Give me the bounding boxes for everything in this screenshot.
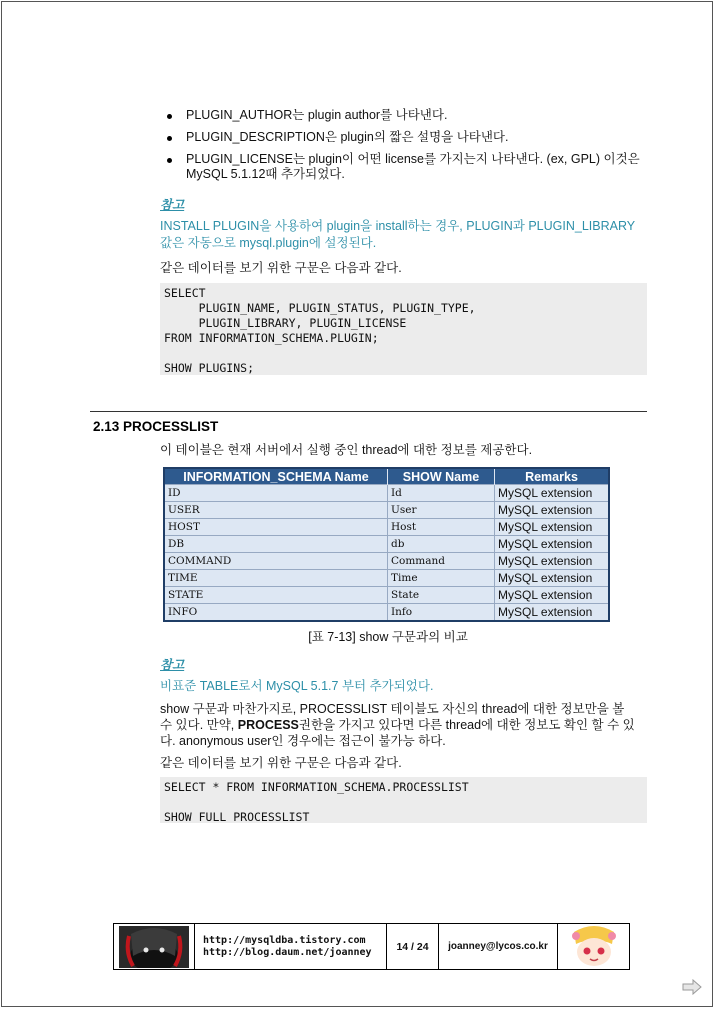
table-cell: Host — [388, 519, 495, 536]
comparison-table — [163, 467, 610, 622]
section-heading: 2.13 PROCESSLIST — [93, 419, 219, 434]
table-row — [164, 536, 609, 553]
page-number: 14 / 24 — [387, 924, 439, 969]
table-cell: db — [388, 536, 495, 553]
list-item: PLUGIN_LICENSE는 plugin이 어떤 license를 가지는지 나타낸다. (ex, GPL) 이것은 MySQL 5.1.12때 추가되었다. — [186, 152, 656, 182]
table-cell: Time — [388, 570, 495, 587]
table-cell: INFO — [164, 604, 388, 622]
bullet-icon — [167, 136, 172, 141]
page-footer — [113, 923, 630, 970]
blog-link[interactable]: http://mysqldba.tistory.com — [203, 934, 366, 946]
table-row — [164, 519, 609, 536]
note-text: 비표준 TABLE로서 MySQL 5.1.7 부터 추가되었다. — [160, 679, 434, 693]
note-title: 참고 — [160, 198, 185, 212]
table-row — [164, 604, 609, 622]
table-row — [164, 587, 609, 604]
table-cell: TIME — [164, 570, 388, 587]
table-cell: MySQL extension — [495, 587, 610, 604]
bullet-icon — [167, 114, 172, 119]
table-cell: MySQL extension — [495, 519, 610, 536]
section-divider — [90, 411, 647, 412]
author-avatar-right — [558, 924, 629, 969]
table-cell: MySQL extension — [495, 604, 610, 622]
table-cell: DB — [164, 536, 388, 553]
bullet-icon — [167, 158, 172, 163]
column-header: INFORMATION_SCHEMA Name — [164, 468, 388, 485]
table-cell: STATE — [164, 587, 388, 604]
table-cell: State — [388, 587, 495, 604]
note-text: INSTALL PLUGIN을 사용하여 plugin을 install하는 경우, PLUGIN과 PLUGIN_LIBRARY 값은 자동으로 mysql.plugin에 설정된다. — [160, 219, 635, 250]
contact-email[interactable]: joanney@lycos.co.kr — [439, 924, 558, 969]
code-block: SELECT * FROM INFORMATION_SCHEMA.PROCESSLIST SHOW FULL PROCESSLIST — [160, 777, 647, 823]
table-cell: MySQL extension — [495, 570, 610, 587]
table-row — [164, 553, 609, 570]
table-cell: MySQL extension — [495, 502, 610, 519]
table-cell: Info — [388, 604, 495, 622]
processlist-description: show 구문과 마찬가지로, PROCESSLIST 테이블도 자신의 thread에 대한 정보만을 볼 수 있다. 만약, PROCESS권한을 가지고 있다면 다른 thread에 대한 정보도 확인 할 수 있다. anonymous user인 경우에는 접근이 불가능 하다. — [160, 702, 635, 748]
blog-link[interactable]: http://blog.daum.net/joanney — [203, 946, 372, 958]
list-item: PLUGIN_DESCRIPTION은 plugin의 짧은 설명을 나타낸다. — [186, 130, 656, 145]
table-header-row — [164, 468, 609, 485]
table-cell: MySQL extension — [495, 536, 610, 553]
author-avatar-left — [114, 924, 195, 969]
table-cell: Id — [388, 485, 495, 502]
table-cell: USER — [164, 502, 388, 519]
table-caption: [표 7-13] show 구문과의 비교 — [308, 630, 468, 644]
table-cell: User — [388, 502, 495, 519]
table-row — [164, 570, 609, 587]
table-row — [164, 502, 609, 519]
table-cell: ID — [164, 485, 388, 502]
bullet-list — [186, 108, 656, 189]
table-cell: MySQL extension — [495, 485, 610, 502]
code-block: SELECT PLUGIN_NAME, PLUGIN_STATUS, PLUGIN_TYPE, PLUGIN_LIBRARY, PLUGIN_LICENSE FROM INFORMATION_SCHEMA.PLUGIN; SHOW PLUGINS; — [160, 283, 647, 375]
table-cell: Command — [388, 553, 495, 570]
section-intro: 이 테이블은 현재 서버에서 실행 중인 thread에 대한 정보를 제공한다. — [160, 443, 533, 457]
footer-links — [195, 924, 387, 969]
list-item: PLUGIN_AUTHOR는 plugin author를 나타낸다. — [186, 108, 656, 123]
column-header: Remarks — [495, 468, 610, 485]
next-page-arrow-icon[interactable] — [682, 979, 702, 995]
table-cell: MySQL extension — [495, 553, 610, 570]
dark-character-icon — [119, 926, 189, 968]
syntax-intro: 같은 데이터를 보기 위한 구문은 다음과 같다. — [160, 261, 402, 275]
syntax-intro: 같은 데이터를 보기 위한 구문은 다음과 같다. — [160, 756, 402, 770]
table-row — [164, 485, 609, 502]
cute-character-icon — [562, 926, 626, 968]
table-cell: COMMAND — [164, 553, 388, 570]
column-header: SHOW Name — [388, 468, 495, 485]
note-title: 참고 — [160, 658, 185, 672]
table-cell: HOST — [164, 519, 388, 536]
